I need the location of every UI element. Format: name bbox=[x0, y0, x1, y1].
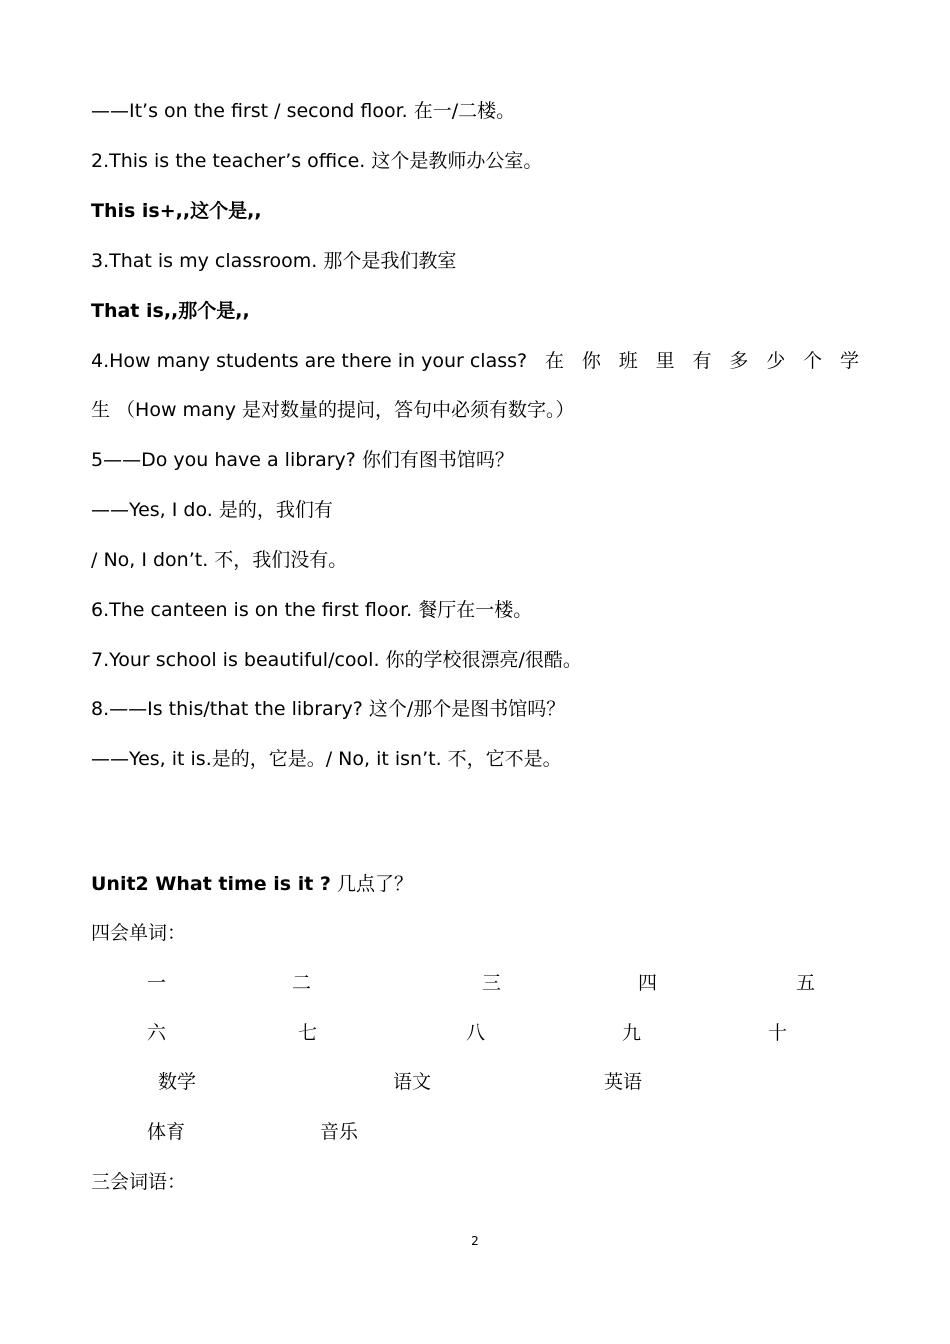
text-line-no-i-dont: / No, I don’t. 不，我们没有。 bbox=[91, 549, 348, 571]
number-word: 七 bbox=[298, 1022, 318, 1044]
subject-word: 体育 bbox=[147, 1121, 186, 1143]
how-many-chinese-char: 里 bbox=[655, 350, 675, 372]
text-line-is-this-library: 8.——Is this/that the library? 这个/那个是图书馆吗？ bbox=[91, 698, 566, 720]
number-word: 九 bbox=[622, 1022, 642, 1044]
text-line-that-is: That is,,那个是,, bbox=[91, 300, 250, 322]
number-word: 八 bbox=[466, 1022, 486, 1044]
how-many-chinese-char: 多 bbox=[729, 350, 749, 372]
text-line-yes-it-is: ——Yes, it is.是的，它是。/ No, it isn’t. 不，它不是。 bbox=[91, 748, 562, 770]
number-word: 六 bbox=[147, 1022, 167, 1044]
number-word: 四 bbox=[638, 972, 658, 994]
number-word: 十 bbox=[768, 1022, 788, 1044]
text-line-this-is: This is+,,这个是,, bbox=[91, 200, 262, 222]
unit2-title: Unit2 What time is it ? bbox=[91, 873, 331, 895]
subject-word: 语文 bbox=[393, 1071, 432, 1093]
text-line-how-many bbox=[91, 348, 859, 374]
text-line-floor: ——It’s on the first / second floor. 在一/二楼。 bbox=[91, 100, 516, 122]
how-many-chinese-char: 在 bbox=[544, 350, 564, 372]
subject-word: 音乐 bbox=[320, 1121, 359, 1143]
number-word: 二 bbox=[292, 972, 312, 994]
how-many-chinese-char: 个 bbox=[803, 350, 823, 372]
text-line-yes-i-do: ——Yes, I do. 是的，我们有 bbox=[91, 499, 333, 521]
text-line-how-many-note: 生 （How many 是对数量的提问，答句中必须有数字。） bbox=[91, 399, 575, 421]
unit2-heading bbox=[91, 871, 413, 897]
how-many-chinese-char: 少 bbox=[766, 350, 786, 372]
how-many-chinese-char: 有 bbox=[692, 350, 712, 372]
how-many-english: 4.How many students are there in your class? bbox=[91, 350, 528, 372]
how-many-chinese-char: 班 bbox=[618, 350, 638, 372]
text-line-school-beautiful: 7.Your school is beautiful/cool. 你的学校很漂亮/很酷。 bbox=[91, 649, 582, 671]
number-word: 一 bbox=[147, 972, 167, 994]
unit2-title-chinese: 几点了？ bbox=[330, 873, 413, 895]
number-word: 五 bbox=[796, 972, 816, 994]
page-number: 2 bbox=[471, 1234, 479, 1248]
subject-word: 英语 bbox=[604, 1071, 643, 1093]
text-line-teachers-office: 2.This is the teacher’s office. 这个是教师办公室。 bbox=[91, 150, 543, 172]
three-skill-words-label: 三会词语： bbox=[91, 1171, 187, 1193]
text-line-classroom: 3.That is my classroom. 那个是我们教室 bbox=[91, 250, 457, 272]
number-word: 三 bbox=[482, 972, 502, 994]
text-line-library-question: 5——Do you have a library? 你们有图书馆吗？ bbox=[91, 449, 514, 471]
four-skill-words-label: 四会单词： bbox=[91, 922, 187, 944]
how-many-chinese-char: 学 bbox=[839, 350, 859, 372]
text-line-canteen: 6.The canteen is on the first floor. 餐厅在一楼。 bbox=[91, 599, 533, 621]
subject-word: 数学 bbox=[158, 1071, 197, 1093]
how-many-chinese-char: 你 bbox=[581, 350, 601, 372]
